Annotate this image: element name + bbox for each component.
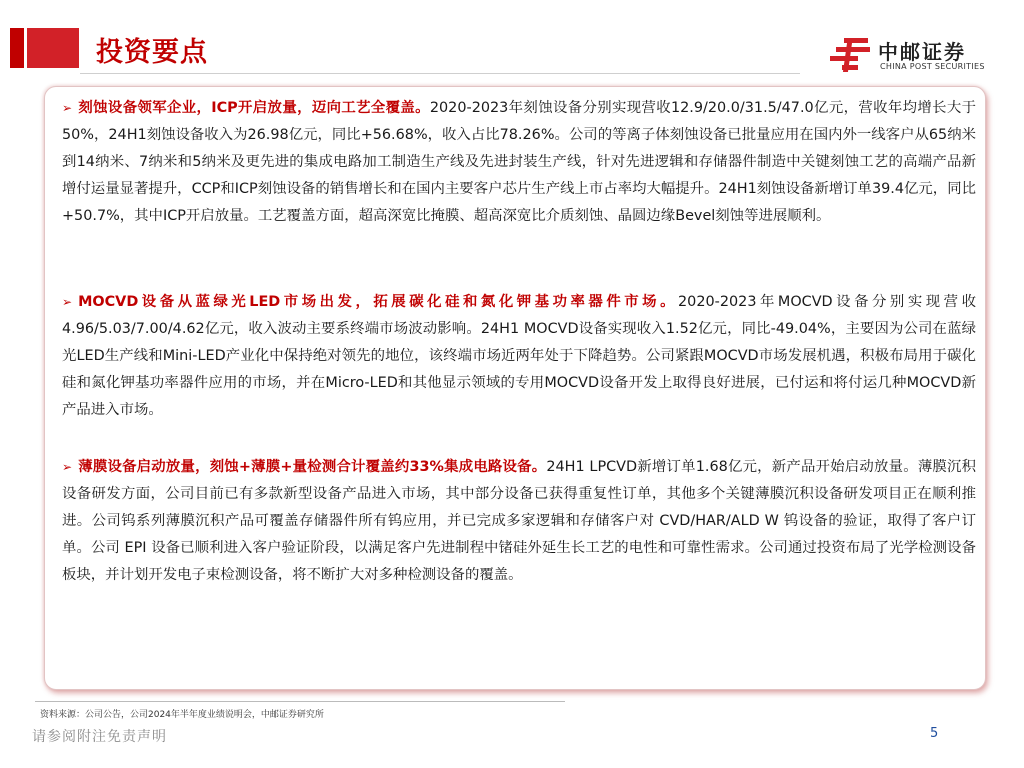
- china-post-logo-icon: [830, 36, 872, 74]
- bullet-etching: [62, 95, 976, 230]
- bullet-arrow-icon: ➢: [62, 101, 73, 115]
- bullet-heading: 刻蚀设备领军企业，ICP开启放量，迈向工艺全覆盖。: [78, 100, 430, 116]
- bullet-heading: MOCVD设备从蓝绿光LED市场出发，拓展碳化硅和氮化钾基功率器件市场。: [78, 294, 679, 310]
- bullet-arrow-icon: ➢: [62, 295, 73, 309]
- header-accent-bar: [10, 28, 24, 68]
- bullet-mocvd: [62, 289, 976, 424]
- page-title: 投资要点: [96, 37, 208, 68]
- header-divider: [80, 73, 800, 74]
- logo-english-text: CHINA POST SECURITIES: [880, 62, 985, 71]
- bullet-body: 24H1 LPCVD新增订单1.68亿元，新产品开始启动放量。薄膜沉积设备研发方面，公司目前已有多款新型设备产品进入市场，其中部分设备已获得重复性订单，其他多个关键薄膜沉积设备研发项目正在顺利推进。公司钨系列薄膜沉积产品可覆盖存储器件所有钨应用，并已完成多家逻辑和存储客户对 CVD/HAR/ALD W 钨设备的验证，取得了客户订单。公司 EPI 设备已顺利进入客户验证阶段，以满足客户先进制程中锗硅外延生长工艺的电性和可靠性需求。公司通过投资布局了光学检测设备板块，并计划开发电子束检测设备，将不断扩大对多种检测设备的覆盖。: [62, 459, 977, 583]
- disclaimer-text: 请参阅附注免责声明: [32, 729, 167, 745]
- source-divider: [35, 701, 565, 702]
- bullet-body: 2020-2023年MOCVD设备分别实现营收4.96/5.03/7.00/4.62亿元，收入波动主要系终端市场波动影响。24H1 MOCVD设备实现收入1.52亿元，同比-49.04%，主要因为公司在蓝绿光LED生产线和Mini-LED产业化中保持绝对领先的地位，该终端市场近两年处于下降趋势。公司紧跟MOCVD市场发展机遇，积极布局用于碳化硅和氮化钾基功率器件应用的市场，并在Micro-LED和其他显示领域的专用MOCVD设备开发上取得良好进展，已付运和将付运几种MOCVD新产品进入市场。: [62, 294, 976, 418]
- bullet-heading: 薄膜设备启动放量，刻蚀+薄膜+量检测合计覆盖约33%集成电路设备。: [78, 459, 547, 475]
- source-note: 资料来源：公司公告，公司2024年半年度业绩说明会，中邮证券研究所: [40, 710, 324, 720]
- bullet-body: 2020-2023年刻蚀设备分别实现营收12.9/20.0/31.5/47.0亿元，营收年均增长大于50%，24H1刻蚀设备收入为26.98亿元，同比+56.68%，收入占比78.26%。公司的等离子体刻蚀设备已批量应用在国内外一线客户从65纳米到14纳米、7纳米和5纳米及更先进的集成电路加工制造生产线及先进封装生产线，针对先进逻辑和存储器件制造中关键刻蚀工艺的高端产品新增付运量显著提升，CCP和ICP刻蚀设备的销售增长和在国内主要客户芯片生产线上市占率均大幅提升。24H1刻蚀设备新增订单39.4亿元，同比+50.7%，其中ICP开启放量。工艺覆盖方面，超高深宽比掩膜、超高深宽比介质刻蚀、晶圆边缘Bevel刻蚀等进展顺利。: [62, 100, 977, 224]
- logo-chinese-text: 中邮证券: [878, 40, 966, 64]
- header-accent-block: [27, 28, 79, 68]
- bullet-thin-film: [62, 454, 976, 589]
- company-logo: [830, 36, 1000, 76]
- bullet-arrow-icon: ➢: [62, 460, 73, 474]
- page-number: 5: [930, 726, 939, 741]
